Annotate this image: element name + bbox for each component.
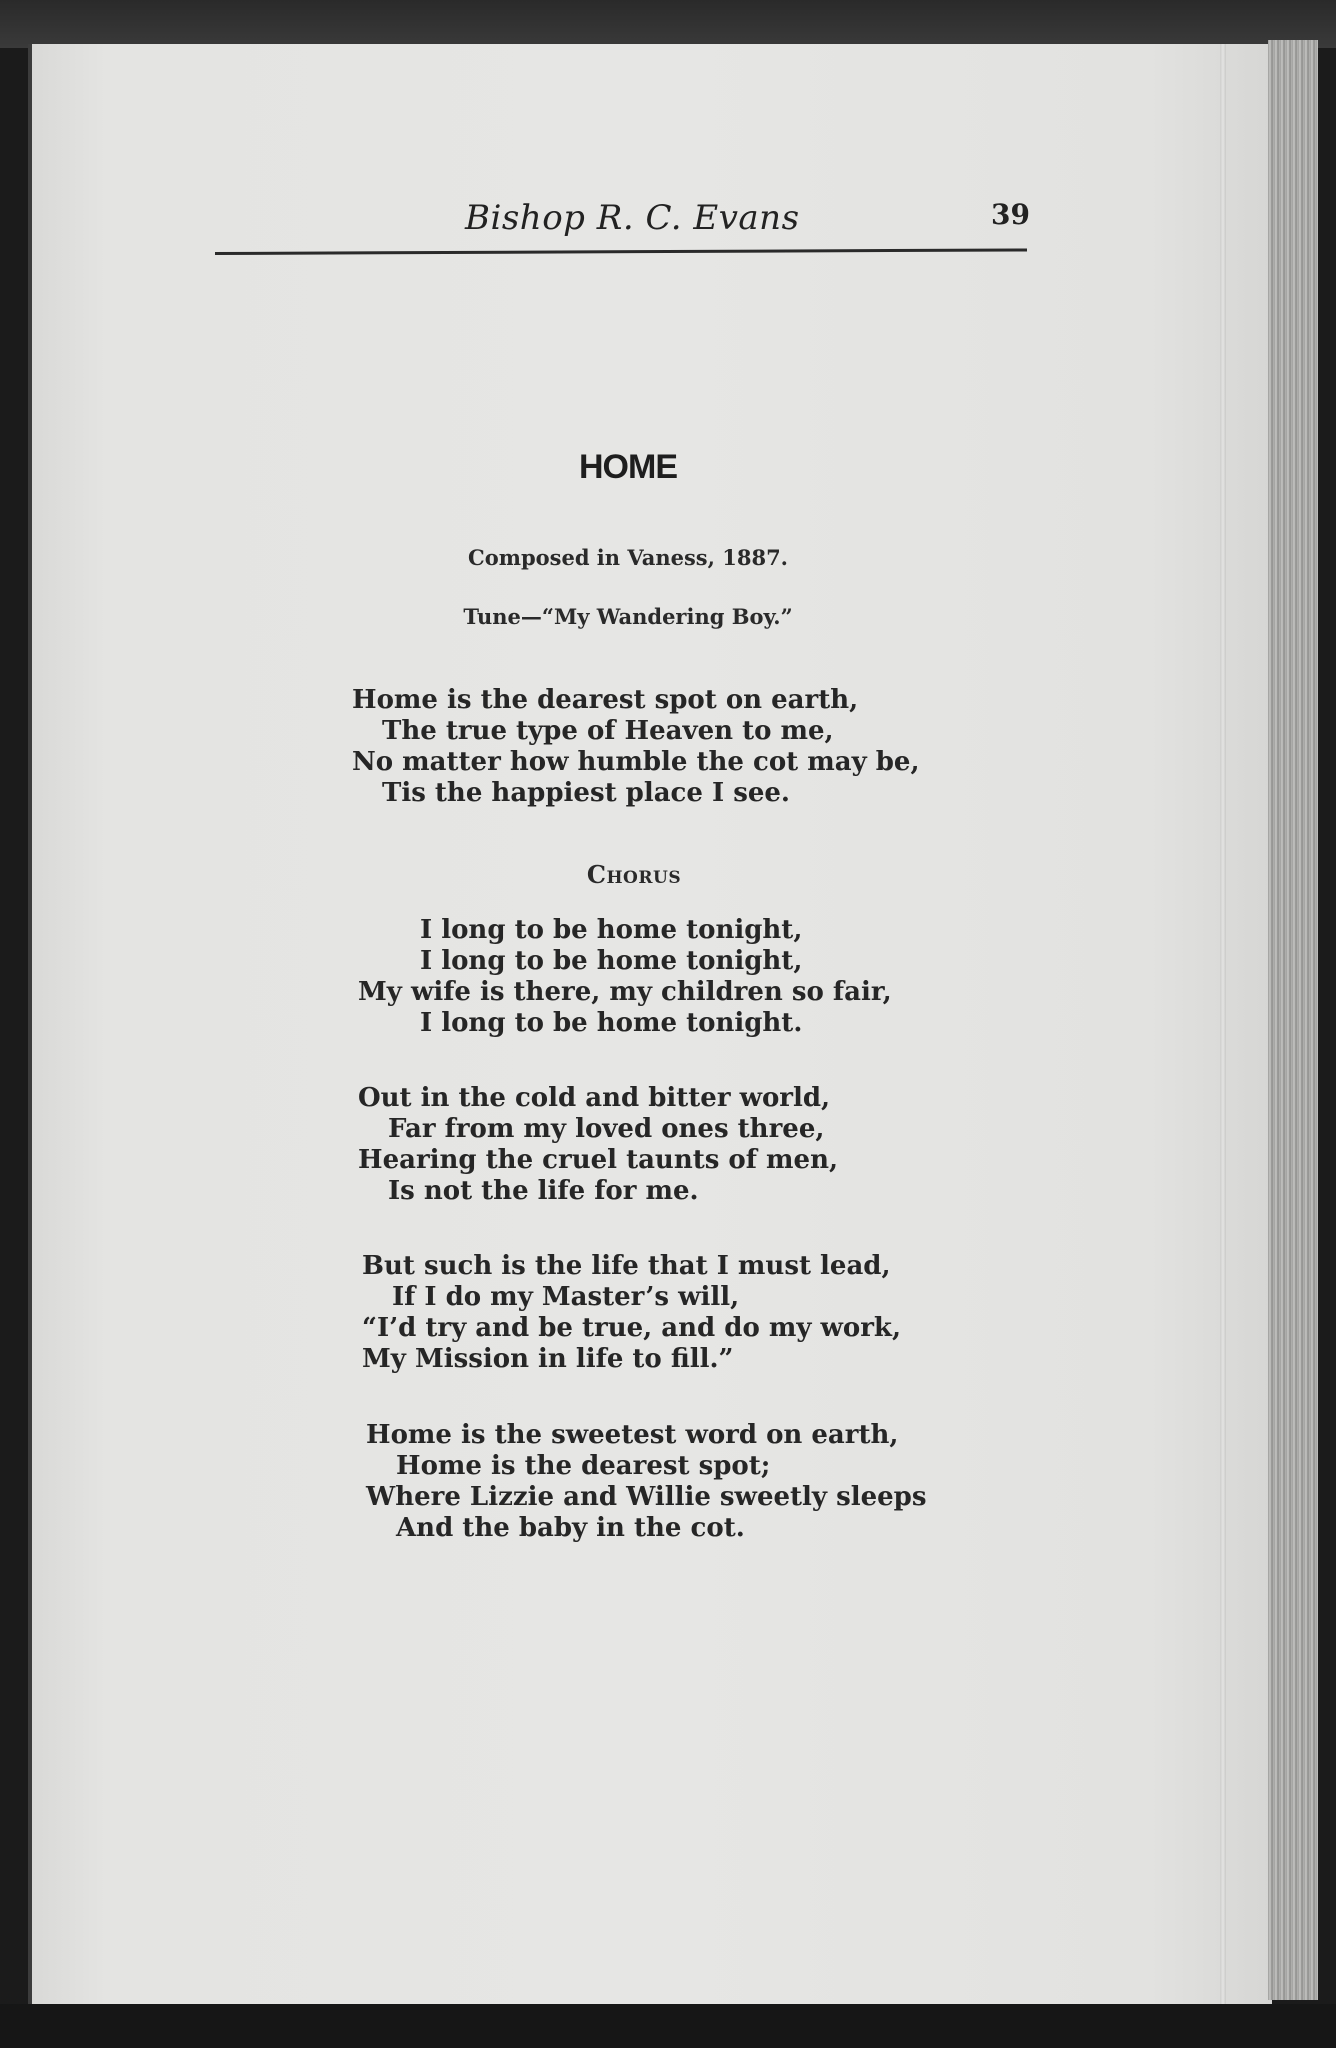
verse-line: “I’d try and be true, and do my work, xyxy=(362,1313,901,1343)
scan-top-border xyxy=(0,0,1336,48)
tune-note: Tune—“My Wandering Boy.” xyxy=(463,604,793,629)
verse-line: And the baby in the cot. xyxy=(396,1513,745,1543)
stanza-1 xyxy=(352,685,920,809)
verse-line: I long to be home tonight. xyxy=(420,1008,803,1038)
stanza-3 xyxy=(362,1251,901,1375)
stanza-4 xyxy=(366,1420,927,1544)
poem-title: HOME xyxy=(579,448,677,486)
verse-line: Home is the sweetest word on earth, xyxy=(366,1420,899,1450)
running-head xyxy=(215,190,1030,250)
book-page-edges xyxy=(1268,40,1318,2000)
verse-line: My Mission in life to fill.” xyxy=(362,1344,734,1374)
verse-line: Hearing the cruel taunts of men, xyxy=(358,1145,839,1175)
running-title: Bishop R. C. Evans xyxy=(465,198,800,238)
verse-line: I long to be home tonight, xyxy=(420,946,803,976)
chorus-heading: Chorus xyxy=(586,860,682,889)
verse-line: No matter how humble the cot may be, xyxy=(352,747,920,777)
page-number: 39 xyxy=(991,198,1030,231)
verse-line: I long to be home tonight, xyxy=(420,915,803,945)
stanza-2 xyxy=(358,1083,838,1207)
verse-line: Home is the dearest spot on earth, xyxy=(352,685,859,715)
verse-line: The true type of Heaven to me, xyxy=(382,716,834,746)
chorus xyxy=(358,915,892,1039)
verse-line: Home is the dearest spot; xyxy=(396,1451,771,1481)
verse-line: But such is the life that I must lead, xyxy=(362,1251,891,1281)
composed-note: Composed in Vaness, 1887. xyxy=(468,545,788,570)
verse-line: Tis the happiest place I see. xyxy=(382,778,790,808)
verse-line: Out in the cold and bitter world, xyxy=(358,1083,831,1113)
verse-line: Where Lizzie and Willie sweetly sleeps xyxy=(366,1482,927,1512)
page-gutter-shade xyxy=(1220,44,1226,2004)
verse-line: My wife is there, my children so fair, xyxy=(358,977,892,1007)
verse-line: If I do my Master’s will, xyxy=(392,1282,740,1312)
verse-line: Far from my loved ones three, xyxy=(388,1114,825,1144)
verse-line: Is not the life for me. xyxy=(388,1176,699,1206)
scan-bottom-border xyxy=(0,2004,1336,2048)
